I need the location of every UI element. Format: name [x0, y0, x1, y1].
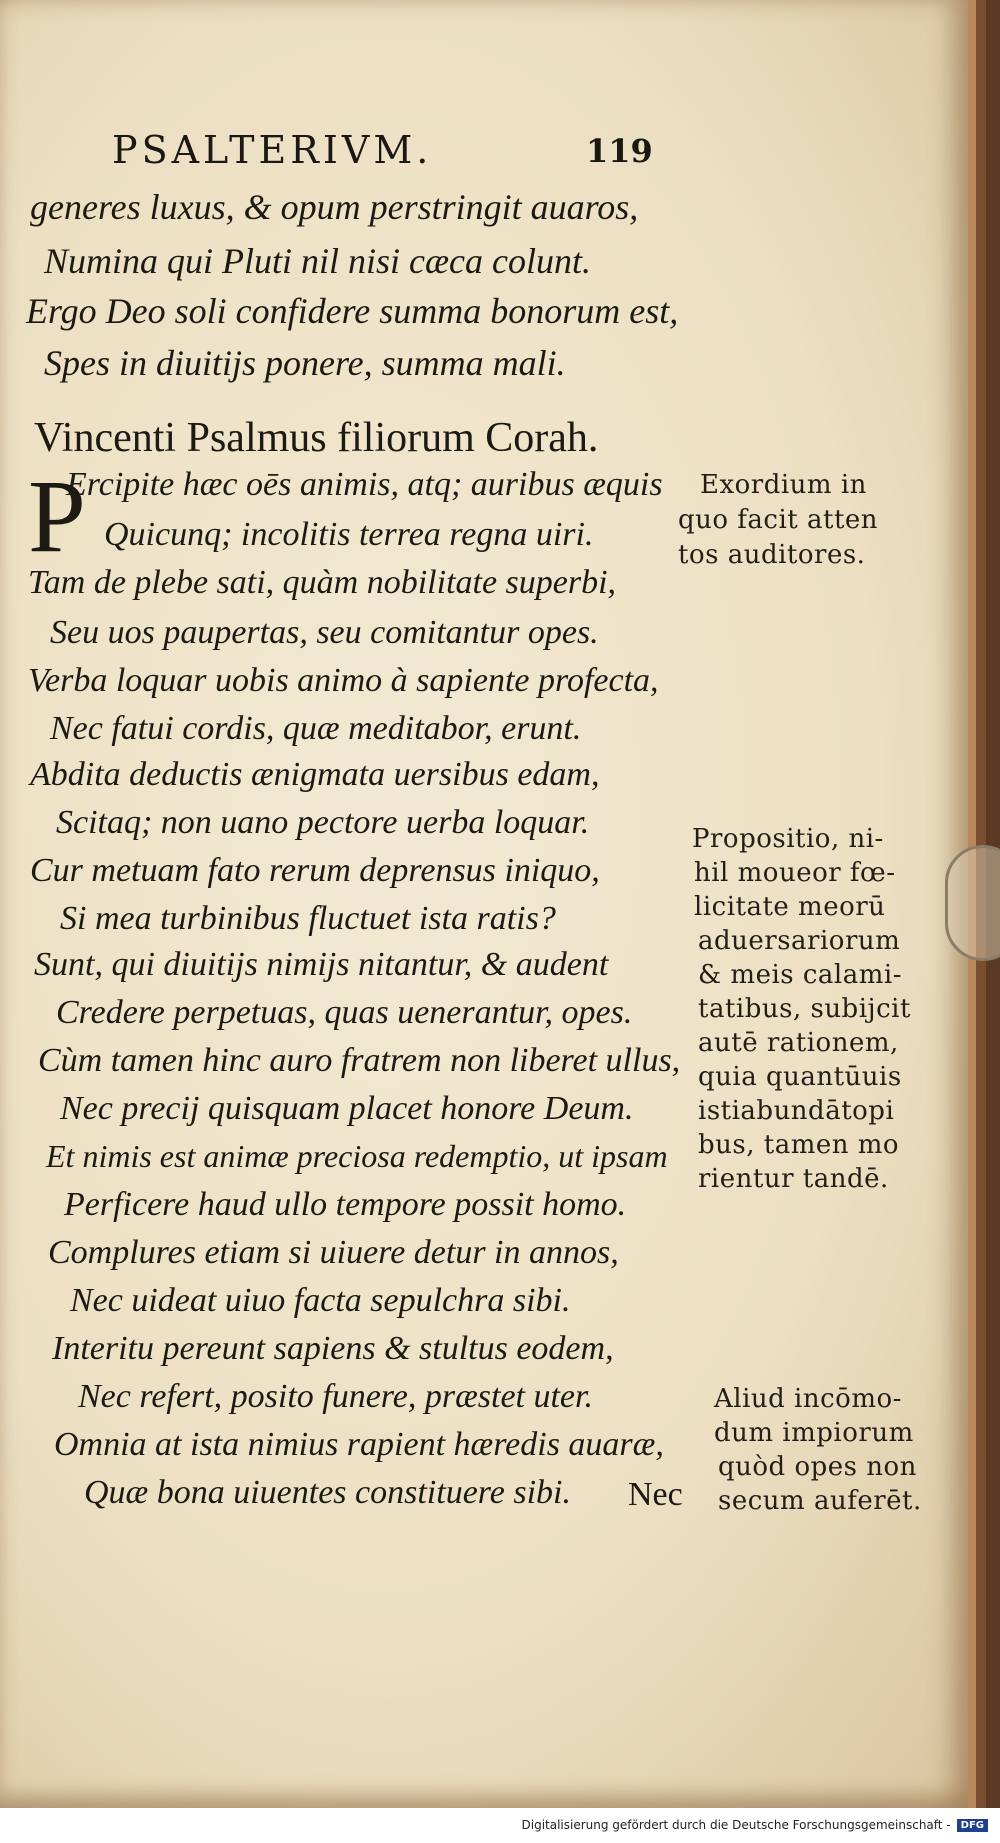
- running-title: PSALTERIVM.: [112, 128, 433, 172]
- margin-note-line: bus, tamen mo: [698, 1130, 900, 1160]
- margin-note-line: Propositio, ni-: [692, 824, 884, 854]
- verse-line: Sunt, qui diuitijs nimijs nitantur, & audent: [34, 946, 609, 983]
- verse-line: Si mea turbinibus fluctuet ista ratis?: [60, 900, 556, 937]
- verse-line: Nec precij quisquam placet honore Deum.: [60, 1090, 634, 1127]
- verse-line: Tam de plebe sati, quàm nobilitate superbi,: [28, 564, 617, 601]
- margin-note-line: Exordium in: [700, 470, 867, 500]
- funding-footer: [522, 1818, 989, 1832]
- verse-line: Nec refert, posito funere, præstet uter.: [78, 1378, 593, 1415]
- verse-line: Cur metuam fato rerum deprensus iniquo,: [30, 852, 600, 889]
- text-line: generes luxus, & opum perstringit auaros,: [30, 187, 639, 227]
- verse-line: Scitaq; non uano pectore uerba loquar.: [56, 804, 590, 841]
- margin-note-line: & meis calami-: [698, 960, 903, 990]
- text-line: Ergo Deo soli confidere summa bonorum est,: [26, 291, 679, 331]
- margin-note-line: tatibus, subijcit: [698, 994, 911, 1024]
- margin-note-line: quo facit atten: [678, 505, 879, 535]
- verse-line: Interitu pereunt sapiens & stultus eodem,: [52, 1330, 614, 1367]
- clasp-ring: [945, 845, 1000, 961]
- catchword: Nec: [628, 1476, 683, 1513]
- margin-note-line: dum impiorum: [714, 1418, 914, 1448]
- verse-line: Quicunq; incolitis terrea regna uiri.: [104, 516, 594, 553]
- verse-line: Perficere haud ullo tempore possit homo.: [64, 1186, 627, 1223]
- verse-line: Credere perpetuas, quas uenerantur, opes.: [56, 994, 633, 1031]
- verse-line: Abdita deductis ænigmata uersibus edam,: [30, 756, 600, 793]
- verse-line: Nec fatui cordis, quæ meditabor, erunt.: [50, 710, 582, 747]
- margin-note-line: autē rationem,: [698, 1028, 899, 1058]
- verse-line: Et nimis est animæ preciosa redemptio, ut ipsam: [46, 1138, 668, 1174]
- verse-line: Complures etiam si uiuere detur in annos,: [48, 1234, 619, 1271]
- psalm-heading: Vincenti Psalmus filiorum Corah.: [34, 415, 599, 461]
- margin-note-line: rientur tandē.: [698, 1164, 889, 1194]
- dfg-logo: DFG: [957, 1819, 988, 1832]
- verse-line: Quæ bona uiuentes constituere sibi.: [84, 1474, 571, 1511]
- text-line: Numina qui Pluti nil nisi cæca colunt.: [44, 241, 591, 281]
- verse-line: Cùm tamen hinc auro fratrem non liberet ullus,: [38, 1042, 681, 1079]
- margin-note-line: istiabundātopi: [698, 1096, 895, 1126]
- margin-note-line: secum auferēt.: [718, 1486, 922, 1516]
- verse-line: Ercipite hæc oēs animis, atq; auribus æquis: [66, 466, 663, 503]
- margin-note-line: tos auditores.: [678, 540, 866, 570]
- margin-note-line: licitate meorū: [694, 892, 886, 922]
- verse-line: Verba loquar uobis animo à sapiente profecta,: [28, 662, 659, 699]
- verse-line: Seu uos paupertas, seu comitantur opes.: [50, 614, 599, 651]
- margin-note-line: hil moueor fœ-: [694, 858, 896, 888]
- verse-line: Nec uideat uiuo facta sepulchra sibi.: [70, 1282, 571, 1319]
- margin-note-line: Aliud incōmo-: [714, 1384, 902, 1414]
- margin-note-line: quia quantūuis: [698, 1062, 902, 1092]
- margin-note-line: quòd opes non: [718, 1452, 917, 1482]
- drop-cap: P: [28, 459, 86, 574]
- margin-note-line: aduersariorum: [698, 926, 901, 956]
- folio-number: 119: [586, 132, 653, 170]
- verse-line: Omnia at ista nimius rapient hæredis auaræ,: [54, 1426, 664, 1463]
- funding-text: Digitalisierung gefördert durch die Deutsche Forschungsgemeinschaft -: [521, 1818, 951, 1832]
- text-line: Spes in diuitijs ponere, summa mali.: [44, 343, 566, 383]
